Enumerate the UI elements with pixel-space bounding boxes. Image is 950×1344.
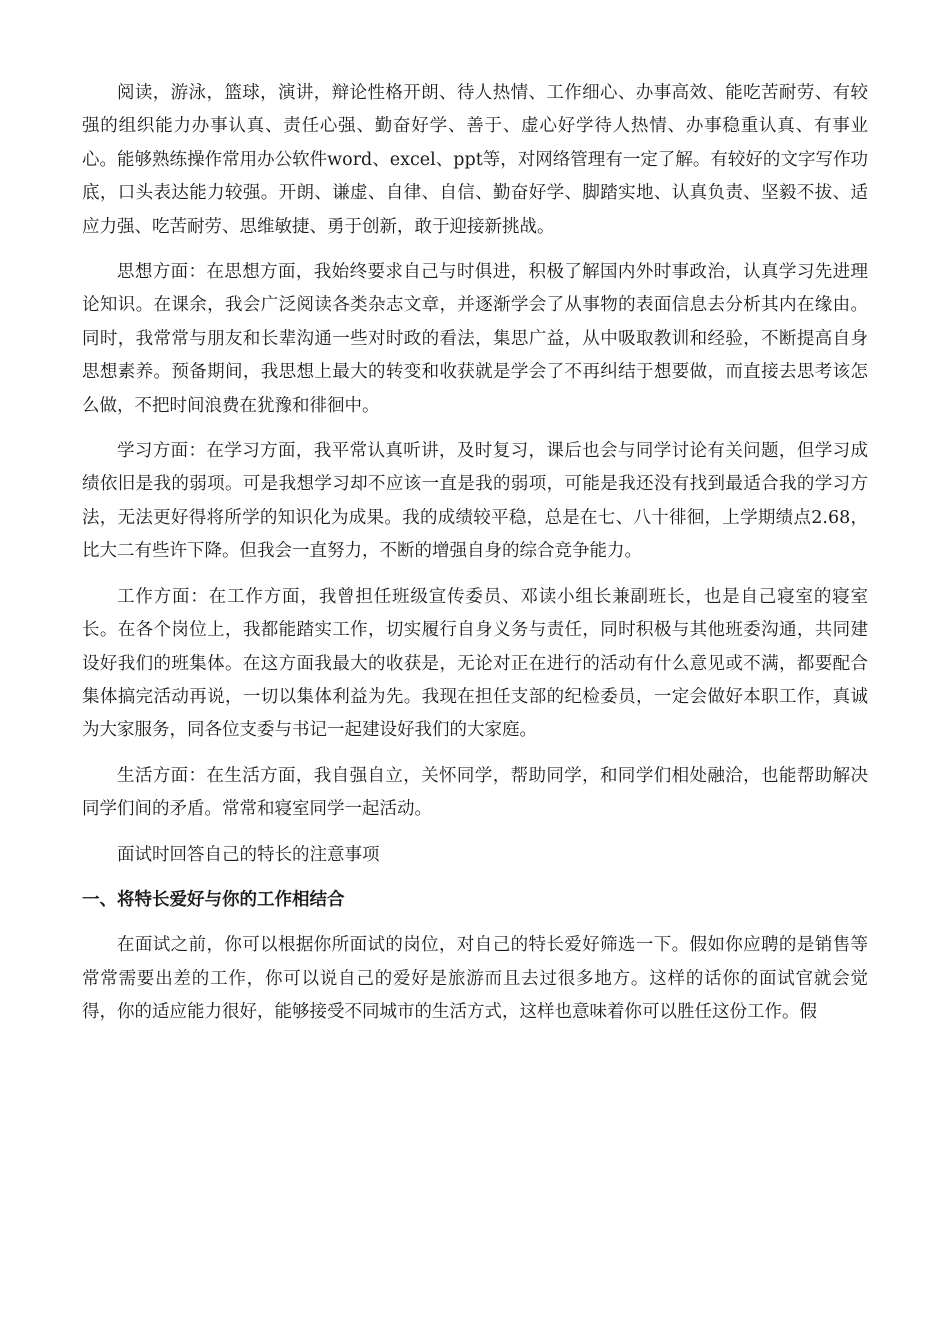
paragraph-hobbies-traits: 阅读，游泳，篮球，演讲，辩论性格开朗、待人热情、工作细心、办事高效、能吃苦耐劳、有较强的组织能力办事认真、责任心强、勤奋好学、善于、虚心好学待人热情、办事稳重认真、有事业心。能够熟练操作常用办公软件word、excel、ppt等，对网络管理有一定了解。有较好的文字写作功底，口头表达能力较强。开朗、谦虚、自律、自信、勤奋好学、脚踏实地、认真负责、坚毅不拔、适应力强、吃苦耐劳、思维敏捷、勇于创新，敢于迎接新挑战。 <box>82 83 868 237</box>
paragraph-interview-notes-intro: 面试时回答自己的特长的注意事项 <box>117 844 380 865</box>
paragraph-life: 生活方面：在生活方面，我自强自立，关怀同学，帮助同学，和同学们相处融洽，也能帮助解决同学们间的矛盾。常常和寝室同学一起活动。 <box>82 765 868 820</box>
section-heading-1: 一、将特长爱好与你的工作相结合 <box>82 889 345 910</box>
paragraph-work: 工作方面：在工作方面，我曾担任班级宣传委员、邓读小组长兼副班长，也是自己寝室的寝室长。在各个岗位上，我都能踏实工作，切实履行自身义务与责任，同时积极与其他班委沟通，共同建设好我们的班集体。在这方面我最大的收获是，无论对正在进行的活动有什么意见或不满，都要配合集体搞完活动再说，一切以集体利益为先。我现在担任支部的纪检委员，一定会做好本职工作，真诚为大家服务，同各位支委与书记一起建设好我们的大家庭。 <box>82 586 868 741</box>
document-page <box>82 77 868 1042</box>
paragraph-thought: 思想方面：在思想方面，我始终要求自己与时俱进，积极了解国内外时事政治，认真学习先进理论知识。在课余，我会广泛阅读各类杂志文章，并逐渐学会了从事物的表面信息去分析其内在缘由。同时，我常常与朋友和长辈沟通一些对时政的看法，集思广益，从中吸取教训和经验，不断提高自身思想素养。预备期间，我思想上最大的转变和收获就是学会了不再纠结于想要做，而直接去思考该怎么做，不把时间浪费在犹豫和徘徊中。 <box>82 262 868 416</box>
paragraph-interview-tip: 在面试之前，你可以根据你所面试的岗位，对自己的特长爱好筛选一下。假如你应聘的是销售等常常需要出差的工作，你可以说自己的爱好是旅游而且去过很多地方。这样的话你的面试官就会觉得，你的适应能力很好，能够接受不同城市的生活方式，这样也意味着你可以胜任这份工作。假 <box>82 935 868 1023</box>
paragraph-study: 学习方面：在学习方面，我平常认真听讲，及时复习，课后也会与同学讨论有关问题，但学习成绩依旧是我的弱项。可是我想学习却不应该一直是我的弱项，可能是我还没有找到最适合我的学习方法，无法更好得将所学的知识化为成果。我的成绩较平稳，总是在七、八十徘徊，上学期绩点2.68，比大二有些许下降。但我会一直努力，不断的增强自身的综合竞争能力。 <box>82 441 868 562</box>
